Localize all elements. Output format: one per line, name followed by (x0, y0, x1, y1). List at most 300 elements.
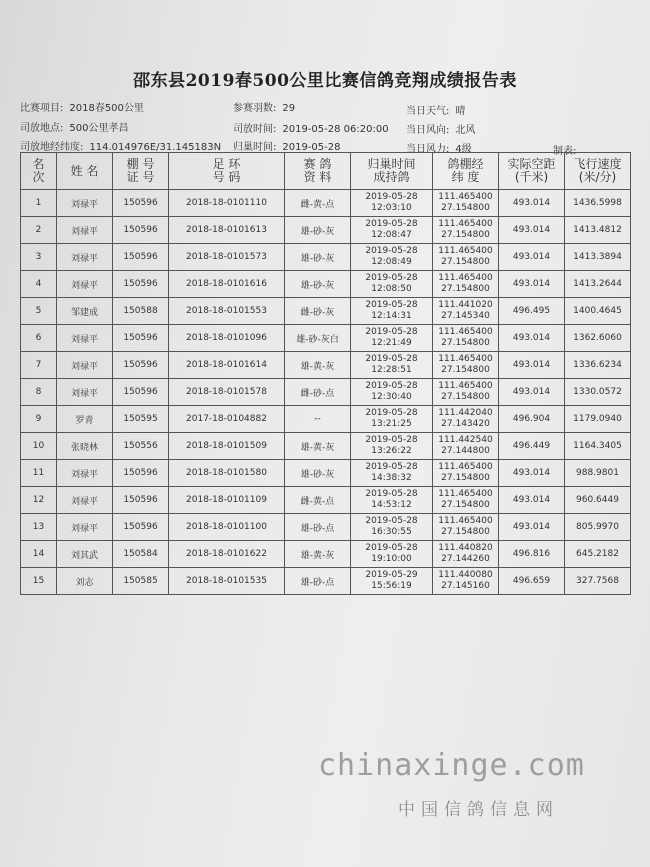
cell-distance (499, 487, 565, 514)
cell-distance: 493.014 (512, 522, 551, 532)
cell-ring: 2018-18-0101110 (186, 198, 267, 208)
cell-name (57, 190, 113, 217)
cell-ring (169, 406, 285, 433)
cell-loft: 150596 (123, 279, 158, 289)
cell-lat: 27.145340 (441, 311, 490, 321)
cell-ring (169, 379, 285, 406)
cell-rank (21, 271, 57, 298)
table-row (21, 514, 631, 541)
cell-date-time (351, 460, 433, 487)
cell-date: 2019-05-28 (365, 246, 418, 256)
cell-lat: 27.154800 (441, 527, 490, 537)
cell-lon: 111.442540 (438, 435, 493, 445)
cell-info (285, 514, 351, 541)
cell-name: 刘其武 (70, 550, 98, 561)
cell-ring: 2018-18-0101096 (186, 333, 267, 343)
cell-info (285, 406, 351, 433)
cell-date-time (351, 217, 433, 244)
info-release-time (233, 120, 389, 135)
cell-info (285, 568, 351, 595)
cell-date-time (351, 352, 433, 379)
table-row (21, 190, 631, 217)
cell-lon: 111.441020 (438, 300, 493, 310)
cell-speed: 1413.3894 (573, 252, 622, 262)
cell-distance: 496.816 (512, 549, 551, 559)
cell-rank (21, 460, 57, 487)
cell-rank (21, 352, 57, 379)
cell-date: 2019-05-28 (365, 516, 418, 526)
cell-distance (499, 541, 565, 568)
cell-distance (499, 379, 565, 406)
cell-speed: 1330.0572 (573, 387, 622, 397)
cell-date: 2019-05-28 (365, 489, 418, 499)
cell-speed: 988.9801 (576, 468, 619, 478)
release-place-label: 司放地点: (20, 123, 64, 134)
cell-rank (21, 487, 57, 514)
cell-info: 雄-砂-灰 (300, 253, 335, 264)
cell-rank: 15 (32, 576, 45, 586)
cell-ring: 2018-18-0101578 (186, 387, 267, 397)
cell-date: 2019-05-28 (365, 435, 418, 445)
cell-info (285, 244, 351, 271)
entries-label: 参赛羽数: (233, 103, 277, 114)
release-time-value: 2019-05-28 06:20:00 (282, 124, 389, 135)
cell-time: 12:08:47 (371, 230, 412, 240)
cell-distance: 493.014 (512, 333, 551, 343)
cell-info (285, 325, 351, 352)
cell-rank: 9 (35, 414, 42, 424)
cell-speed (565, 406, 631, 433)
cell-ring (169, 352, 285, 379)
table-row (21, 406, 631, 433)
cell-ring: 2018-18-0101616 (186, 279, 267, 289)
cell-rank: 1 (35, 198, 42, 208)
cell-loft (113, 433, 169, 460)
cell-lat: 27.154800 (441, 365, 490, 375)
cell-distance: 493.014 (512, 387, 551, 397)
table-row (21, 271, 631, 298)
coordinates-value: 114.014976E/31.145183N (89, 142, 222, 153)
cell-loft: 150556 (123, 441, 158, 451)
cell-name: 刘禄平 (70, 226, 98, 237)
cell-date-time (351, 433, 433, 460)
cell-loft: 150596 (123, 360, 158, 370)
cell-ring (169, 514, 285, 541)
cell-speed: 805.9970 (576, 522, 619, 532)
cell-date-time (351, 190, 433, 217)
cell-info: 雌-砂-点 (300, 388, 335, 399)
cell-lon: 111.465400 (438, 462, 493, 472)
cell-ring: 2018-18-0101553 (186, 306, 267, 316)
cell-lon-lat (433, 541, 499, 568)
cell-name (57, 217, 113, 244)
cell-name: 刘禄平 (70, 388, 98, 399)
cell-name: 刘禄平 (70, 496, 98, 507)
cell-date: 2019-05-28 (365, 543, 418, 553)
cell-name: 刘禄平 (70, 199, 98, 210)
cell-speed (565, 379, 631, 406)
cell-info: 雄-砂-灰 (300, 469, 335, 480)
info-release-place (20, 119, 128, 134)
cell-rank (21, 217, 57, 244)
cell-ring (169, 271, 285, 298)
cell-rank (21, 568, 57, 595)
cell-speed (565, 352, 631, 379)
cell-speed: 960.6449 (576, 495, 619, 505)
column-header: 飞行速度 (米/分) (565, 153, 631, 190)
cell-info (285, 190, 351, 217)
cell-loft (113, 325, 169, 352)
cell-rank (21, 298, 57, 325)
table-row (21, 433, 631, 460)
cell-lon: 111.465400 (438, 273, 493, 283)
cell-ring (169, 568, 285, 595)
cell-name: 张晓林 (70, 442, 98, 453)
cell-loft: 150588 (123, 306, 158, 316)
cell-date-time (351, 406, 433, 433)
cell-rank (21, 379, 57, 406)
table-body (21, 190, 631, 595)
cell-ring (169, 298, 285, 325)
cell-distance (499, 568, 565, 595)
cell-speed (565, 298, 631, 325)
cell-name (57, 352, 113, 379)
cell-speed: 1179.0940 (573, 414, 622, 424)
cell-loft: 150585 (123, 576, 158, 586)
cell-distance (499, 271, 565, 298)
cell-loft (113, 379, 169, 406)
cell-loft: 150596 (123, 468, 158, 478)
entries-value: 29 (282, 103, 296, 114)
cell-info: 雄-砂-灰白 (296, 334, 339, 345)
cell-rank: 4 (35, 279, 42, 289)
watermark: chinaxinge.com (318, 748, 585, 783)
cell-rank: 14 (32, 549, 45, 559)
wind-force-value: 4级 (455, 144, 472, 155)
cell-time: 12:08:50 (371, 284, 412, 294)
cell-lat: 27.154800 (441, 500, 490, 510)
cell-lon-lat (433, 298, 499, 325)
cell-rank (21, 325, 57, 352)
column-header: 赛 鸽 资 料 (285, 153, 351, 190)
cell-info: 雄-砂-灰 (300, 280, 335, 291)
cell-name: 刘禄平 (70, 469, 98, 480)
info-weather (406, 102, 465, 117)
cell-name (57, 433, 113, 460)
cell-loft (113, 352, 169, 379)
cell-ring: 2018-18-0101580 (186, 468, 267, 478)
cell-speed (565, 460, 631, 487)
cell-lon-lat (433, 217, 499, 244)
table-row (21, 352, 631, 379)
cell-lon: 111.465400 (438, 516, 493, 526)
cell-lat: 27.143420 (441, 419, 490, 429)
cell-distance (499, 352, 565, 379)
cell-time: 12:08:49 (371, 257, 412, 267)
cell-distance (499, 514, 565, 541)
cell-loft (113, 271, 169, 298)
cell-ring: 2018-18-0101573 (186, 252, 267, 262)
table-row (21, 568, 631, 595)
cell-time: 12:03:10 (371, 203, 412, 213)
info-wind-direction (406, 121, 475, 136)
info-project (20, 99, 144, 114)
cell-ring: 2018-18-0101109 (186, 495, 267, 505)
cell-rank: 2 (35, 225, 42, 235)
cell-date-time (351, 514, 433, 541)
column-header: 棚 号 证 号 (113, 153, 169, 190)
table-row (21, 379, 631, 406)
cell-lon: 111.465400 (438, 489, 493, 499)
cell-loft: 150596 (123, 198, 158, 208)
cell-rank: 11 (32, 468, 45, 478)
cell-lon-lat (433, 325, 499, 352)
table-row (21, 325, 631, 352)
table-row (21, 460, 631, 487)
cell-distance (499, 244, 565, 271)
cell-rank: 13 (32, 522, 45, 532)
cell-speed (565, 541, 631, 568)
cell-name: 罗青 (75, 415, 94, 426)
cell-loft: 150596 (123, 252, 158, 262)
cell-info (285, 298, 351, 325)
watermark-chinese: 中国信鸽信息网 (398, 800, 559, 820)
release-place-value: 500公里孝昌 (69, 123, 129, 134)
cell-rank (21, 514, 57, 541)
cell-distance: 493.014 (512, 225, 551, 235)
cell-speed (565, 568, 631, 595)
wind-direction-label: 当日风向: (406, 125, 450, 136)
cell-info: 雄-砂-点 (300, 523, 335, 534)
cell-info (285, 541, 351, 568)
cell-time: 12:30:40 (371, 392, 412, 402)
cell-date-time (351, 379, 433, 406)
cell-date-time (351, 325, 433, 352)
cell-time: 12:28:51 (371, 365, 412, 375)
cell-loft: 150596 (123, 333, 158, 343)
project-label: 比赛项目: (20, 103, 64, 114)
cell-speed: 1413.4812 (573, 225, 622, 235)
cell-name (57, 406, 113, 433)
cell-distance: 493.014 (512, 279, 551, 289)
cell-name: 刘禄平 (70, 334, 98, 345)
return-time-value: 2019-05-28 (282, 142, 341, 153)
cell-lat: 27.154800 (441, 392, 490, 402)
cell-speed (565, 244, 631, 271)
cell-speed (565, 271, 631, 298)
weather-label: 当日天气: (406, 106, 450, 117)
cell-lat: 27.154800 (441, 257, 490, 267)
cell-lon: 111.465400 (438, 219, 493, 229)
cell-date: 2019-05-28 (365, 381, 418, 391)
cell-distance (499, 325, 565, 352)
cell-loft: 150596 (123, 522, 158, 532)
cell-info: 雄-黄-灰 (300, 361, 335, 372)
cell-speed: 1400.4645 (573, 306, 622, 316)
cell-info (285, 487, 351, 514)
cell-lon: 111.465400 (438, 354, 493, 364)
cell-name (57, 568, 113, 595)
cell-distance (499, 217, 565, 244)
cell-info (285, 379, 351, 406)
cell-name (57, 325, 113, 352)
cell-ring (169, 217, 285, 244)
cell-ring (169, 433, 285, 460)
cell-speed: 1413.2644 (573, 279, 622, 289)
cell-ring: 2017-18-0104882 (186, 414, 267, 424)
report-title: 邵东县2019春500公里比赛信鸽竞翔成绩报告表 (133, 71, 517, 91)
cell-lat: 27.154800 (441, 473, 490, 483)
cell-info: 雄-砂-灰 (300, 226, 335, 237)
column-header: 名 次 (21, 153, 57, 190)
cell-ring (169, 460, 285, 487)
cell-rank: 7 (35, 360, 42, 370)
cell-loft: 150584 (123, 549, 158, 559)
column-header: 鸽棚经 纬 度 (433, 153, 499, 190)
cell-distance: 496.659 (512, 576, 551, 586)
cell-speed: 1436.5998 (573, 198, 622, 208)
cell-lat: 27.144800 (441, 446, 490, 456)
wind-direction-value: 北风 (455, 125, 476, 136)
cell-info: 雌-黄-点 (300, 496, 335, 507)
weather-value: 晴 (455, 106, 466, 117)
cell-name: 刘禄平 (70, 253, 98, 264)
cell-distance (499, 460, 565, 487)
cell-loft (113, 487, 169, 514)
column-header: 姓 名 (57, 153, 113, 190)
cell-loft: 150596 (123, 225, 158, 235)
cell-name: 刘禄平 (70, 361, 98, 372)
cell-lat: 27.145160 (441, 581, 490, 591)
cell-speed (565, 433, 631, 460)
cell-distance: 496.495 (512, 306, 551, 316)
cell-date-time (351, 568, 433, 595)
info-entries (233, 99, 295, 114)
cell-info: 雌-砂-灰 (300, 307, 335, 318)
cell-name (57, 514, 113, 541)
return-time-label: 归巢时间: (233, 142, 277, 153)
cell-rank: 8 (35, 387, 42, 397)
cell-date-time (351, 487, 433, 514)
table-row (21, 487, 631, 514)
column-header: 实际空距 (千米) (499, 153, 565, 190)
cell-time: 12:14:31 (371, 311, 412, 321)
column-header: 归巢时间 成持鸽 (351, 153, 433, 190)
cell-rank: 10 (32, 441, 45, 451)
cell-loft (113, 217, 169, 244)
cell-info (285, 352, 351, 379)
cell-distance: 496.904 (512, 414, 551, 424)
cell-info (285, 433, 351, 460)
cell-loft: 150595 (123, 414, 158, 424)
cell-lon: 111.465400 (438, 192, 493, 202)
cell-time: 15:56:19 (371, 581, 412, 591)
cell-info (285, 460, 351, 487)
cell-info (285, 217, 351, 244)
cell-time: 14:38:32 (371, 473, 412, 483)
cell-loft (113, 541, 169, 568)
cell-speed (565, 514, 631, 541)
cell-time: 16:30:55 (371, 527, 412, 537)
cell-loft (113, 190, 169, 217)
cell-lon-lat (433, 433, 499, 460)
cell-time: 14:53:12 (371, 500, 412, 510)
cell-lon-lat (433, 271, 499, 298)
cell-ring: 2018-18-0101613 (186, 225, 267, 235)
cell-ring (169, 325, 285, 352)
cell-name: 邹建成 (70, 307, 98, 318)
project-value: 2018春500公里 (69, 103, 144, 114)
cell-date-time (351, 244, 433, 271)
cell-info: 雌-黄-点 (300, 199, 335, 210)
cell-rank: 5 (35, 306, 42, 316)
cell-speed (565, 487, 631, 514)
cell-name (57, 271, 113, 298)
cell-speed: 1362.6060 (573, 333, 622, 343)
wind-force-label: 当日风力: (406, 144, 450, 155)
cell-lon-lat (433, 460, 499, 487)
cell-rank (21, 244, 57, 271)
cell-rank: 3 (35, 252, 42, 262)
cell-name (57, 244, 113, 271)
cell-distance: 496.449 (512, 441, 551, 451)
cell-name: 刘禄平 (70, 523, 98, 534)
cell-rank (21, 406, 57, 433)
cell-loft (113, 298, 169, 325)
cell-ring: 2018-18-0101535 (186, 576, 267, 586)
cell-name (57, 379, 113, 406)
cell-name (57, 460, 113, 487)
maker-label: 制表: (553, 146, 577, 157)
cell-loft: 150596 (123, 387, 158, 397)
cell-ring: 2018-18-0101614 (186, 360, 267, 370)
cell-date: 2019-05-28 (365, 300, 418, 310)
table-row (21, 244, 631, 271)
cell-loft: 150596 (123, 495, 158, 505)
cell-lon: 111.440820 (438, 543, 493, 553)
cell-date: 2019-05-28 (365, 219, 418, 229)
cell-rank: 6 (35, 333, 42, 343)
cell-ring (169, 190, 285, 217)
cell-info: -- (314, 414, 321, 424)
cell-date-time (351, 541, 433, 568)
coordinates-label: 司放地经纬度: (20, 142, 84, 153)
cell-lon-lat (433, 379, 499, 406)
cell-ring (169, 244, 285, 271)
cell-ring: 2018-18-0101100 (186, 522, 267, 532)
cell-lat: 27.154800 (441, 230, 490, 240)
cell-info: 雄-黄-灰 (300, 550, 335, 561)
cell-lon: 111.442040 (438, 408, 493, 418)
cell-date: 2019-05-28 (365, 354, 418, 364)
cell-distance (499, 406, 565, 433)
cell-name (57, 298, 113, 325)
cell-lon: 111.465400 (438, 327, 493, 337)
cell-date: 2019-05-28 (365, 327, 418, 337)
cell-info (285, 271, 351, 298)
column-header: 足 环 号 码 (169, 153, 285, 190)
cell-name (57, 487, 113, 514)
cell-lat: 27.154800 (441, 338, 490, 348)
cell-speed: 1336.6234 (573, 360, 622, 370)
cell-lon-lat (433, 244, 499, 271)
cell-lon: 111.440080 (438, 570, 493, 580)
cell-date: 2019-05-28 (365, 408, 418, 418)
cell-name: 刘禄平 (70, 280, 98, 291)
cell-name (57, 541, 113, 568)
info-coordinates (20, 138, 221, 153)
cell-loft (113, 514, 169, 541)
